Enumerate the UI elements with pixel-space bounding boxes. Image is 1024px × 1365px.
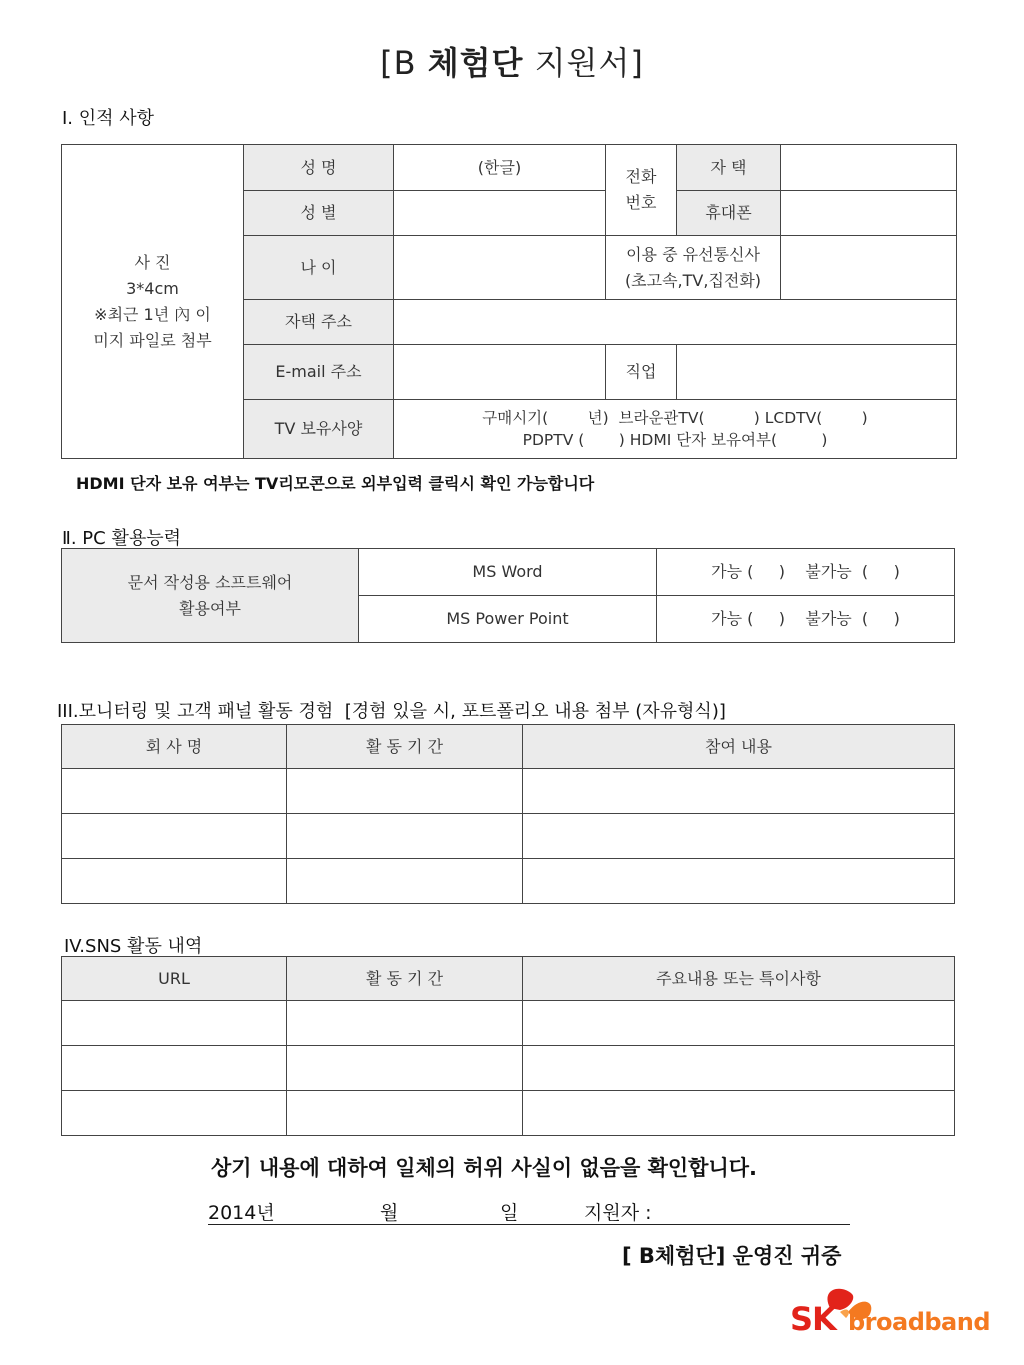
table-cell[interactable]: [287, 1091, 523, 1136]
tv-spec-line-1: 구매시기( 년) 브라운관TV( ) LCDTV( ): [482, 409, 868, 427]
table-row: [62, 814, 955, 859]
table-cell[interactable]: [287, 859, 523, 904]
table-row: [62, 1001, 955, 1046]
software-name: MS Word: [359, 549, 657, 596]
photo-cell[interactable]: [62, 145, 244, 459]
table-cell[interactable]: [523, 814, 955, 859]
mobile-label: 휴대폰: [677, 191, 781, 236]
col-remarks: 주요내용 또는 특이사항: [523, 957, 955, 1001]
job-label: 직업: [606, 345, 677, 400]
monitoring-table: [61, 724, 955, 904]
table-cell[interactable]: [287, 769, 523, 814]
sign-applicant: 지원자 :: [584, 1202, 652, 1224]
sign-day: 일: [500, 1202, 519, 1224]
table-cell[interactable]: [523, 859, 955, 904]
tv-spec-line-2: PDPTV ( ) HDMI 단자 보유여부( ): [522, 431, 828, 449]
table-row: [62, 859, 955, 904]
confirmation-text: 상기 내용에 대하여 일체의 허위 사실이 없음을 확인합니다.: [211, 1156, 758, 1180]
table-row: [62, 769, 955, 814]
title-bold: 체험단: [427, 44, 524, 82]
table-cell[interactable]: [523, 1001, 955, 1046]
section4-heading: IV.SNS 활동 내역: [64, 936, 203, 957]
table-cell[interactable]: [523, 1091, 955, 1136]
table-cell[interactable]: [287, 814, 523, 859]
photo-note-1: ※최근 1년 內 이: [94, 304, 211, 324]
pc-skills-table: [61, 548, 955, 643]
col-period: 활 동 기 간: [287, 725, 523, 769]
col-content: 참여 내용: [523, 725, 955, 769]
table-cell[interactable]: [62, 859, 287, 904]
gender-field[interactable]: [394, 191, 606, 236]
email-label: E-mail 주소: [244, 345, 394, 400]
age-field[interactable]: [394, 236, 606, 300]
telecom-label: [606, 236, 781, 300]
sign-month: 월: [380, 1202, 399, 1224]
personal-info-table: [61, 144, 957, 459]
email-field[interactable]: [394, 345, 606, 400]
table-cell[interactable]: [62, 1001, 287, 1046]
sign-year: 2014년: [208, 1202, 275, 1224]
photo-note-2: 미지 파일로 첨부: [93, 330, 212, 350]
table-cell[interactable]: [62, 1091, 287, 1136]
logo-sk-text: SK: [790, 1300, 836, 1338]
mobile-field[interactable]: [781, 191, 957, 236]
col-url: URL: [62, 957, 287, 1001]
table-cell[interactable]: [62, 1046, 287, 1091]
signature-line[interactable]: [208, 1198, 850, 1225]
section3-heading: III.모니터링 및 고객 패널 활동 경험 [경험 있을 시, 포트폴리오 내용 첨부 (자유형식)]: [57, 701, 726, 722]
col-company: 회 사 명: [62, 725, 287, 769]
tv-label: TV 보유사양: [244, 400, 394, 459]
table-cell[interactable]: [523, 1046, 955, 1091]
software-label: [62, 549, 359, 643]
table-cell[interactable]: [287, 1001, 523, 1046]
telecom-label-1: 이용 중 유선통신사: [626, 244, 760, 264]
home-phone-field[interactable]: [781, 145, 957, 191]
software-ability-field[interactable]: 가능 ( ) 불가능 ( ): [657, 549, 955, 596]
job-field[interactable]: [677, 345, 957, 400]
table-cell[interactable]: [62, 769, 287, 814]
address-label: 자택 주소: [244, 300, 394, 345]
photo-size: 3*4cm: [126, 278, 179, 298]
table-cell[interactable]: [62, 814, 287, 859]
software-name: MS Power Point: [359, 596, 657, 643]
section1-heading: Ⅰ. 인적 사항: [62, 108, 155, 129]
hdmi-note: HDMI 단자 보유 여부는 TV리모콘으로 외부입력 클릭시 확인 가능합니다: [76, 474, 595, 493]
software-label-2: 활용여부: [179, 598, 241, 618]
name-label: 성 명: [244, 145, 394, 191]
tv-spec-field[interactable]: [394, 400, 957, 459]
sk-broadband-logo: [790, 1282, 990, 1342]
home-phone-label: 자 택: [677, 145, 781, 191]
phone-label-1: 전화: [625, 167, 657, 186]
section2-heading: Ⅱ. PC 활용능력: [62, 528, 181, 549]
photo-label: 사 진: [134, 252, 171, 272]
logo-brand-text: broadband: [848, 1308, 991, 1336]
software-ability-field[interactable]: 가능 ( ) 불가능 ( ): [657, 596, 955, 643]
address-field[interactable]: [394, 300, 957, 345]
table-row: [62, 1046, 955, 1091]
gender-label: 성 별: [244, 191, 394, 236]
phone-label: [606, 145, 677, 236]
telecom-label-2: (초고속,TV,집전화): [624, 270, 762, 290]
recipient-text: [ B체험단] 운영진 귀중: [622, 1244, 842, 1268]
name-field[interactable]: (한글): [394, 145, 606, 191]
title-prefix: [B: [380, 44, 428, 82]
software-label-1: 문서 작성용 소프트웨어: [127, 572, 293, 592]
age-label: 나 이: [244, 236, 394, 300]
phone-label-2: 번호: [625, 193, 657, 212]
page-title: [0, 38, 1024, 84]
sns-table: [61, 956, 955, 1136]
title-suffix: 지원서]: [523, 44, 644, 82]
table-row: [62, 1091, 955, 1136]
table-cell[interactable]: [523, 769, 955, 814]
table-cell[interactable]: [287, 1046, 523, 1091]
col-period: 활 동 기 간: [287, 957, 523, 1001]
telecom-field[interactable]: [781, 236, 957, 300]
